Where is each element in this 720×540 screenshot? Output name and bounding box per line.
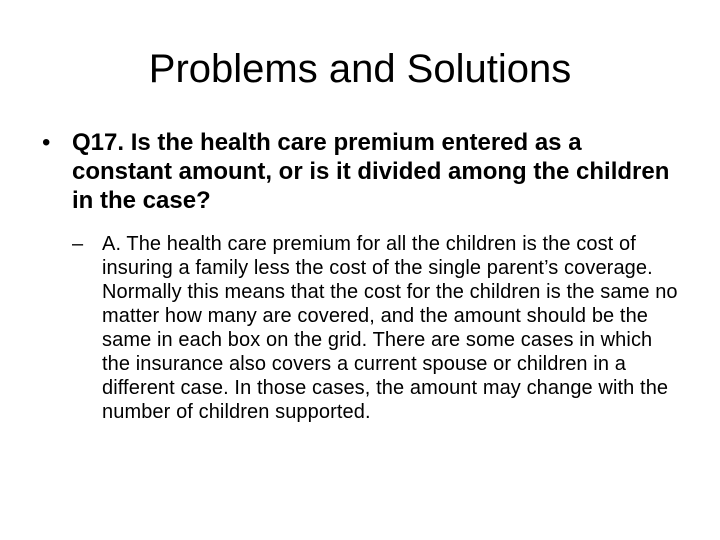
sub-bullet-marker: – <box>72 233 84 255</box>
bullet-marker: • <box>42 129 51 156</box>
question-bullet <box>42 128 682 215</box>
answer-text: A. The health care premium for all the children is the cost of insuring a family less the cost of the single parent’s coverage. Normally this means that the cost for the children is the same no matter how many are covered, and the amount should be the same in each box on the grid. There are some cases in which the insurance also covers a current spouse or children in a different case. In those cases, the amount may change with the number of children supported. <box>102 233 678 423</box>
slide-title: Problems and Solutions <box>148 47 572 91</box>
answer-bullet <box>72 232 682 424</box>
question-text: Q17. Is the health care premium entered as a constant amount, or is it divided among the children in the case? <box>72 129 670 214</box>
